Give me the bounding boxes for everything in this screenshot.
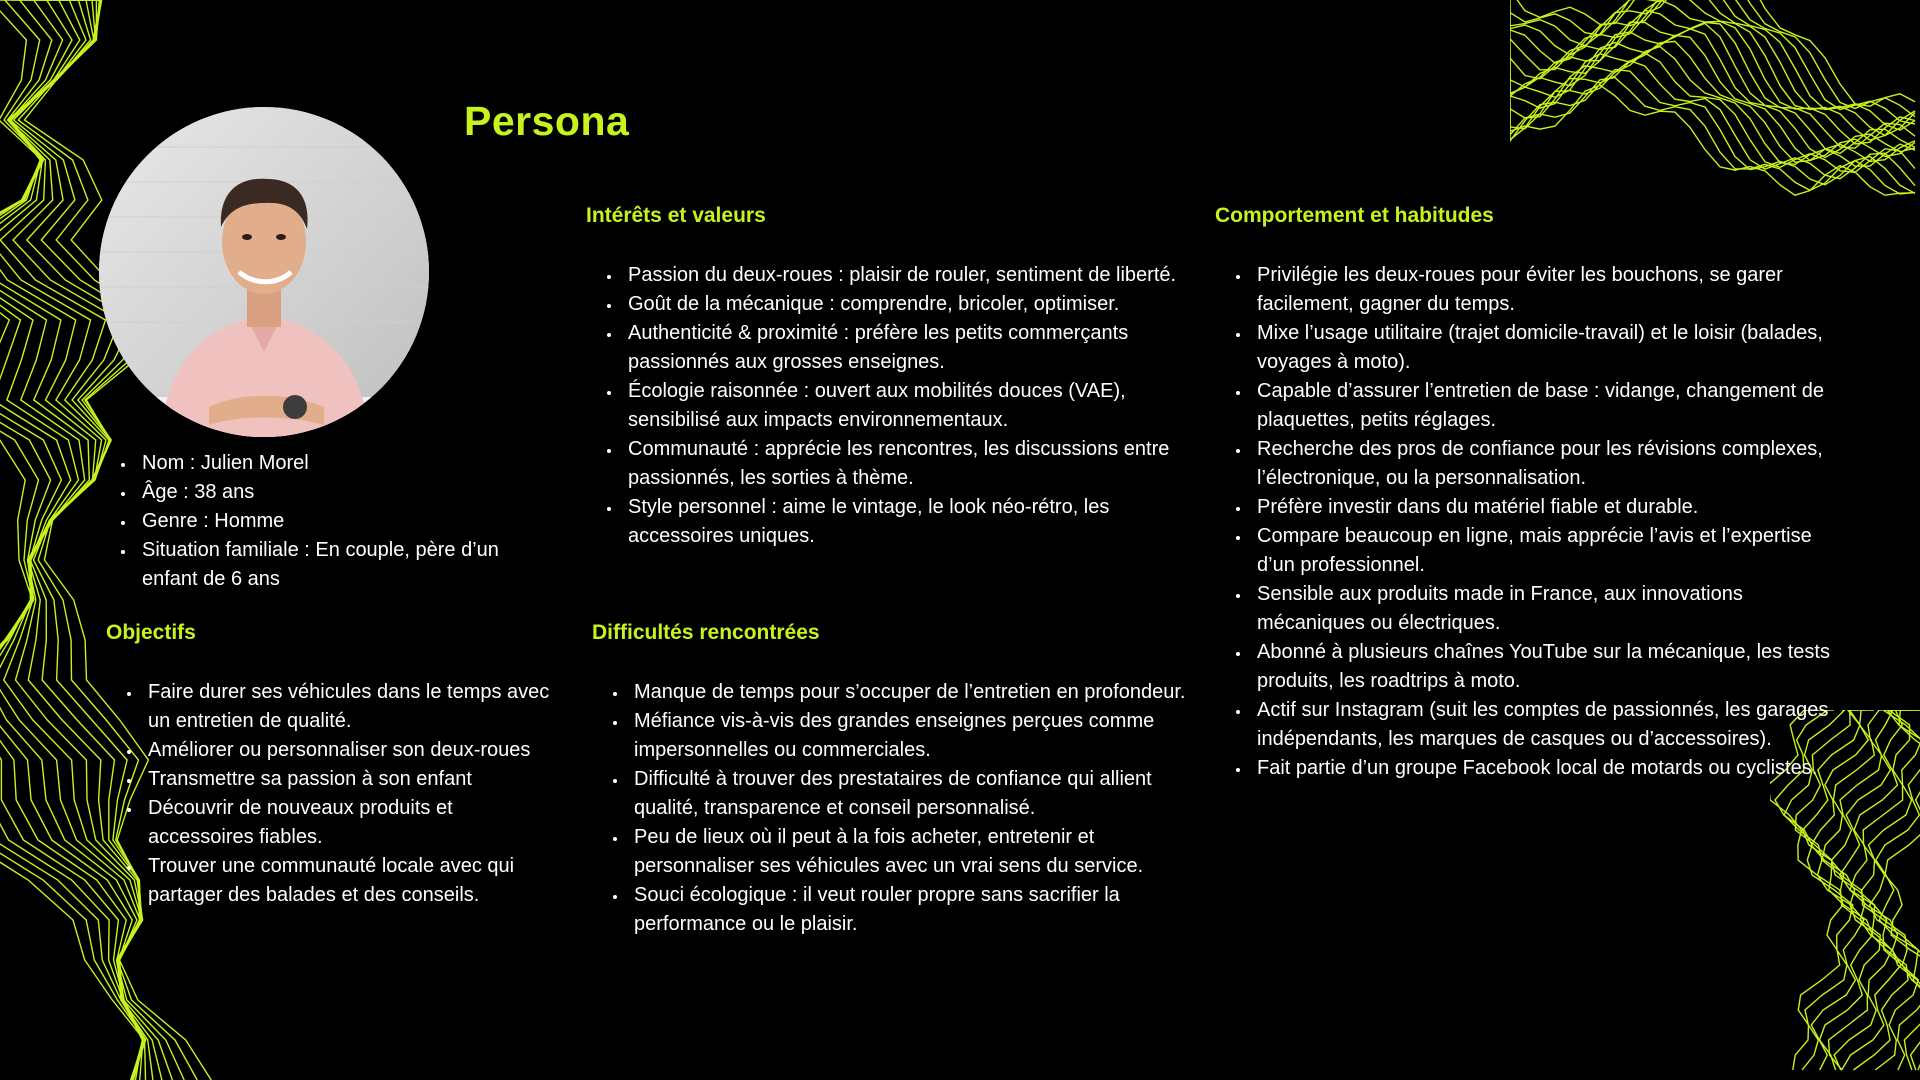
- decorative-waves-top-right: [1510, 0, 1920, 280]
- persona-photo-icon: [99, 107, 429, 437]
- identity-list: [106, 449, 556, 594]
- list-item: • Passion du deux-roues : plaisir de rouler, sentiment de liberté.: [622, 261, 1182, 290]
- identity-family: • Situation familiale : En couple, père d’un enfant de 6 ans: [136, 536, 556, 594]
- list-item: • Recherche des pros de confiance pour les révisions complexes, l’électronique, ou la personnalisation.: [1251, 435, 1851, 493]
- list-item: • Communauté : apprécie les rencontres, les discussions entre passionnés, les sorties à thème.: [622, 435, 1182, 493]
- list-item: • Authenticité & proximité : préfère les petits commerçants passionnés aux grosses enseignes.: [622, 319, 1182, 377]
- difficultes-list: [598, 678, 1188, 939]
- list-item: • Fait partie d’un groupe Facebook local de motards ou cyclistes.: [1251, 754, 1851, 783]
- list-item: • Méfiance vis-à-vis des grandes enseignes perçues comme impersonnelles ou commerciales.: [628, 707, 1188, 765]
- list-item: • Écologie raisonnée : ouvert aux mobilités douces (VAE), sensibilisé aux impacts environnementaux.: [622, 377, 1182, 435]
- comportement-list: [1221, 261, 1851, 783]
- list-item: • Capable d’assurer l’entretien de base : vidange, changement de plaquettes, petits réglages.: [1251, 377, 1851, 435]
- list-item: • Trouver une communauté locale avec qui partager des balades et des conseils.: [142, 852, 562, 910]
- list-item: • Préfère investir dans du matériel fiable et durable.: [1251, 493, 1851, 522]
- identity-name: • Nom : Julien Morel: [136, 449, 556, 478]
- objectifs-list: [112, 678, 562, 910]
- list-item: • Améliorer ou personnaliser son deux-roues: [142, 736, 562, 765]
- list-item: • Peu de lieux où il peut à la fois acheter, entretenir et personnaliser ses véhicules avec un vrai sens du service.: [628, 823, 1188, 881]
- comportement-heading: Comportement et habitudes: [1215, 204, 1494, 227]
- difficultes-heading: Difficultés rencontrées: [592, 621, 820, 644]
- objectifs-heading: Objectifs: [106, 621, 196, 644]
- page-title: Persona: [464, 98, 630, 144]
- wave-line: [1862, 710, 1920, 1070]
- list-item: • Faire durer ses véhicules dans le temps avec un entretien de qualité.: [142, 678, 562, 736]
- list-item: • Goût de la mécanique : comprendre, bricoler, optimiser.: [622, 290, 1182, 319]
- list-item: • Abonné à plusieurs chaînes YouTube sur la mécanique, les tests produits, les roadtrips à moto.: [1251, 638, 1851, 696]
- list-item: • Transmettre sa passion à son enfant: [142, 765, 562, 794]
- list-item: • Découvrir de nouveaux produits et accessoires fiables.: [142, 794, 562, 852]
- wave-line: [1510, 0, 1915, 130]
- interets-heading: Intérêts et valeurs: [586, 204, 766, 227]
- identity-age: • Âge : 38 ans: [136, 478, 556, 507]
- wave-line: [1885, 710, 1920, 1070]
- wave-line: [1510, 61, 1915, 186]
- list-item: • Compare beaucoup en ligne, mais apprécie l’avis et l’expertise d’un professionnel.: [1251, 522, 1851, 580]
- identity-gender: • Genre : Homme: [136, 507, 556, 536]
- list-item: • Souci écologique : il veut rouler propre sans sacrifier la performance ou le plaisir.: [628, 881, 1188, 939]
- list-item: • Mixe l’usage utilitaire (trajet domicile-travail) et le loisir (balades, voyages à moto).: [1251, 319, 1851, 377]
- persona-photo: [99, 107, 429, 437]
- interets-list: [592, 261, 1182, 551]
- list-item: • Difficulté à trouver des prestataires de confiance qui allient qualité, transparence et conseil personnalisé.: [628, 765, 1188, 823]
- list-item: • Style personnel : aime le vintage, le look néo-rétro, les accessoires uniques.: [622, 493, 1182, 551]
- list-item: • Sensible aux produits made in France, aux innovations mécaniques ou électriques.: [1251, 580, 1851, 638]
- list-item: • Privilégie les deux-roues pour éviter les bouchons, se garer facilement, gagner du temps.: [1251, 261, 1851, 319]
- list-item: • Actif sur Instagram (suit les comptes de passionnés, les garages indépendants, les marques de casques ou d’accessoires).: [1251, 696, 1851, 754]
- list-item: • Manque de temps pour s’occuper de l’entretien en profondeur.: [628, 678, 1188, 707]
